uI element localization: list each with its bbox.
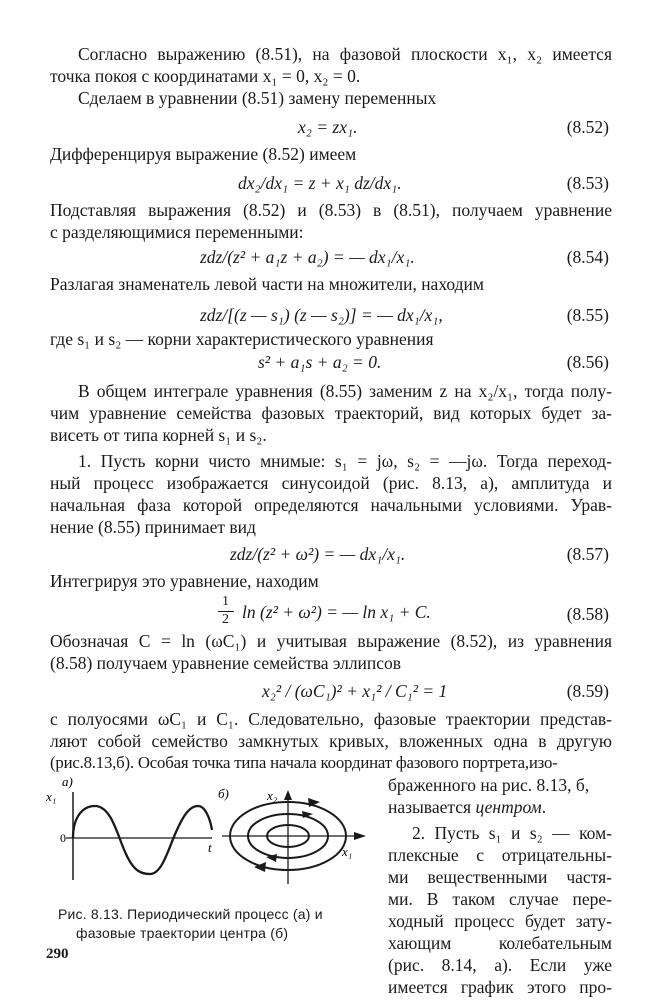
equation-8-56: s² + a₁s + a₂ = 0. bbox=[258, 352, 382, 372]
axis-label-x1: x₁ bbox=[46, 789, 57, 804]
text-line: Дифференцируя выражение (8.52) имеем bbox=[50, 144, 357, 164]
equation-number: (8.56) bbox=[566, 352, 609, 372]
equation-8-53: dx₂/dx₁ = z + x₁ dz/dx₁. bbox=[238, 173, 402, 193]
fraction-denominator: 2 bbox=[222, 612, 229, 627]
figure-caption-line: фазовые траектории центра (б) bbox=[76, 925, 289, 941]
equation-number: (8.59) bbox=[566, 681, 609, 701]
equation-number: (8.55) bbox=[566, 305, 609, 325]
text-line: точка покоя с координатами x₁ = 0, x₂ = 0. bbox=[50, 66, 361, 86]
fraction-numerator: 1 bbox=[222, 594, 229, 609]
text-line: (рис. 8.14, а). Если уже bbox=[388, 955, 612, 975]
text-line: хающим колебательным bbox=[388, 933, 612, 953]
equation-number: (8.57) bbox=[566, 544, 609, 564]
figure-caption-line: Рис. 8.13. Периодический процесс (а) и bbox=[58, 906, 323, 922]
equation-body: ln (z² + ω²) = — ln x₁ + C. bbox=[242, 602, 431, 622]
text-line: браженного на рис. 8.13, б, bbox=[388, 775, 590, 795]
text-line: имеется график этого про- bbox=[388, 977, 612, 997]
equation-8-55: zdz/[(z — s₁) (z — s₂)] = — dx₁/x₁, bbox=[200, 305, 443, 325]
text-line: В общем интеграле уравнения (8.55) заменим z на x₂/x₁, тогда полу- bbox=[78, 381, 612, 401]
text-line bbox=[388, 796, 546, 818]
x2-axis-arrow bbox=[284, 790, 292, 800]
equation-number: (8.54) bbox=[566, 247, 609, 267]
page-number: 290 bbox=[46, 946, 69, 962]
text-line: ляют собой семейство замкнутых кривых, вложенных одна в другую bbox=[50, 731, 612, 751]
text-span: называется bbox=[388, 797, 476, 817]
text-line: висеть от типа корней s₁ и s₂. bbox=[50, 425, 267, 445]
text-line: Подставляя выражения (8.52) и (8.53) в (8.51), получаем уравнение bbox=[50, 200, 612, 220]
text-line: Согласно выражению (8.51), на фазовой плоскости x₁, x₂ имеется bbox=[78, 44, 612, 64]
text-line: ми. В таком случае пере- bbox=[388, 889, 612, 909]
equation-number: (8.52) bbox=[566, 117, 609, 137]
text-line: Обозначая C = ln (ωC₁) и учитывая выражение (8.52), из уравнения bbox=[50, 631, 612, 651]
equation-number: (8.53) bbox=[566, 173, 609, 193]
x1-axis-arrow bbox=[354, 832, 366, 840]
text-line: чим уравнение семейства фазовых траекторий, вид которых будет за- bbox=[50, 403, 612, 423]
panel-label-a: а) bbox=[62, 774, 73, 789]
equation-8-54: zdz/(z² + a₁z + a₂) = — dx₁/x₁. bbox=[200, 247, 415, 267]
text-line: плексные с отрицательны- bbox=[388, 845, 612, 865]
text-line: начальная фаза которой определяются начальными условиями. Урав- bbox=[50, 495, 612, 515]
panel-label-b: б) bbox=[218, 786, 229, 801]
text-line: ми вещественными частя- bbox=[388, 867, 612, 887]
emphasis-term: центром bbox=[475, 797, 542, 817]
text-line: Интегрируя это уравнение, находим bbox=[50, 571, 319, 591]
equation-8-52: x₂ = zx₁. bbox=[298, 117, 358, 137]
text-line: ходный процесс будет зату- bbox=[388, 911, 612, 931]
text-line: ный процесс изображается синусоидой (рис. 8.13, а), амплитуда и bbox=[50, 473, 612, 493]
origin-label: 0 bbox=[60, 831, 66, 845]
equation-8-59: x₂² / (ωC₁)² + x₁² / C₁² = 1 bbox=[262, 681, 448, 701]
text-line: с разделяющимися переменными: bbox=[50, 222, 304, 242]
axis-label-x2: x₂ bbox=[267, 788, 278, 803]
sine-wave bbox=[73, 806, 212, 874]
text-line: 1. Пусть корни чисто мнимые: s₁ = jω, s₂ = —jω. Тогда переход- bbox=[78, 451, 612, 471]
equation-8-57: zdz/(z² + ω²) = — dx₁/x₁. bbox=[230, 544, 406, 564]
axis-label-t: t bbox=[208, 840, 212, 855]
figure-8-13 bbox=[40, 770, 380, 905]
axis-label-x1b: x₁ bbox=[342, 844, 353, 859]
text-line: с полуосями ωC₁ и C₁. Следовательно, фазовые траектории представ- bbox=[50, 709, 612, 729]
text-line: нение (8.55) принимает вид bbox=[50, 517, 256, 537]
text-line: (8.58) получаем уравнение семейства эллипсов bbox=[50, 653, 402, 673]
text-line: (рис.8.13,б). Особая точка типа начала координат фазового портрета,изо- bbox=[50, 753, 558, 772]
equation-number: (8.58) bbox=[566, 604, 609, 624]
text-line: где s₁ и s₂ — корни характеристического уравнения bbox=[50, 329, 434, 349]
text-line: Сделаем в уравнении (8.51) замену переменных bbox=[78, 88, 437, 108]
text-span: . bbox=[541, 797, 547, 817]
text-line: 2. Пусть s₁ и s₂ — ком- bbox=[412, 823, 612, 843]
text-line: Разлагая знаменатель левой части на множители, находим bbox=[50, 274, 484, 294]
equation-8-58 bbox=[218, 594, 518, 634]
